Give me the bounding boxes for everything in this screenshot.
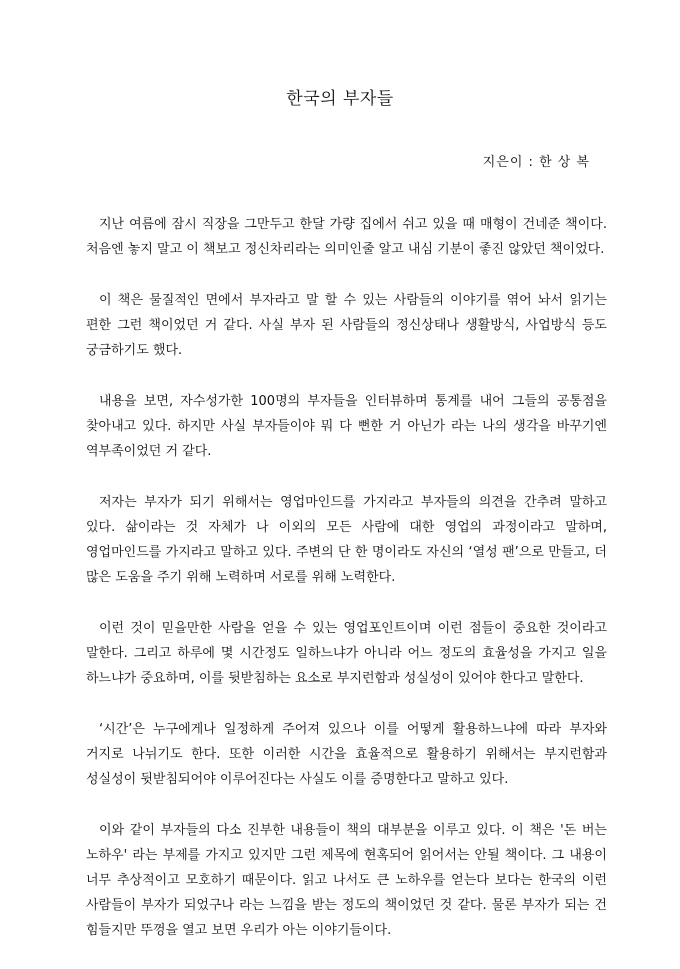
paragraph-1: 지난 여름에 잠시 직장을 그만두고 한달 가량 집에서 쉬고 있을 때 매형이 건네준 책이다. 처음엔 놓지 말고 이 책보고 정신차리라는 의미인줄 알고 내심 기분이 좋진 않았던 책이었다. <box>86 217 607 257</box>
paragraph-2: 이 책은 물질적인 면에서 부자라고 말 할 수 있는 사람들의 이야기를 엮어 놔서 읽기는 편한 그런 책이었던 거 같다. 사실 부자 된 사람들의 정신상태나 생활방식, 사업방식 등도 궁금하기도 했다. <box>86 293 607 358</box>
paragraph-6: ‘시간’은 누구에게나 일정하게 주어져 있으나 이를 어떻게 활용하느냐에 따라 부자와 거지로 나뉘기도 한다. 또한 이러한 시간을 효율적으로 활용하기 위해서는 부지런함과 성실성이 뒷받침되어야 이루어진다는 사실도 이를 증명한다고 말하고 있다. <box>86 722 607 787</box>
paragraph-5: 이런 것이 믿을만한 사람을 얻을 수 있는 영업포인트이며 이런 점들이 중요한 것이라고 말한다. 그리고 하루에 몇 시간정도 일하느냐가 아니라 어느 정도의 효율성을 가지고 일을 하느냐가 중요하며, 이를 뒷받침하는 요소로 부지런함과 성실성이 있어야 한다고 말한다. <box>86 621 607 686</box>
body-text <box>86 212 607 969</box>
paragraph-4: 저자는 부자가 되기 위해서는 영업마인드를 가지라고 부자들의 의견을 간추려 말하고 있다. 삶이라는 것 자체가 나 이외의 모든 사람에 대한 영업의 과정이라고 말하며, 영업마인드를 가지라고 말하고 있다. 주변의 단 한 명이라도 자신의 ‘열성 팬’으로 만들고, 더 많은 도움을 주기 위해 노력하며 서로를 위해 노력한다. <box>86 495 607 585</box>
paragraph-3: 내용을 보면, 자수성가한 100명의 부자들을 인터뷰하며 통계를 내어 그들의 공통점을 찾아내고 있다. 하지만 사실 부자들이야 뭐 다 뻔한 거 아닌가 라는 나의 생각을 바꾸기엔 역부족이었던 거 같다. <box>86 394 607 459</box>
paragraph-7: 이와 같이 부자들의 다소 진부한 내용들이 책의 대부분을 이루고 있다. 이 책은 '돈 버는 노하우' 라는 부제를 가지고 있지만 그런 제목에 현혹되어 읽어서는 안될 책이다. 그 내용이 너무 추상적이고 모호하기 때문이다. 읽고 나서도 큰 노하우를 얻는다 보다는 한국의 이런 사람들이 부자가 되었구나 라는 느낌을 받는 정도의 책이었던 것 같다. 물론 부자가 되는 건 힘들지만 뚜껑을 열고 보면 우리가 아는 이야기들이다. <box>86 823 607 938</box>
author-line: 지은이 : 한 상 복 <box>482 155 590 170</box>
page-title: 한국의 부자들 <box>286 89 394 109</box>
